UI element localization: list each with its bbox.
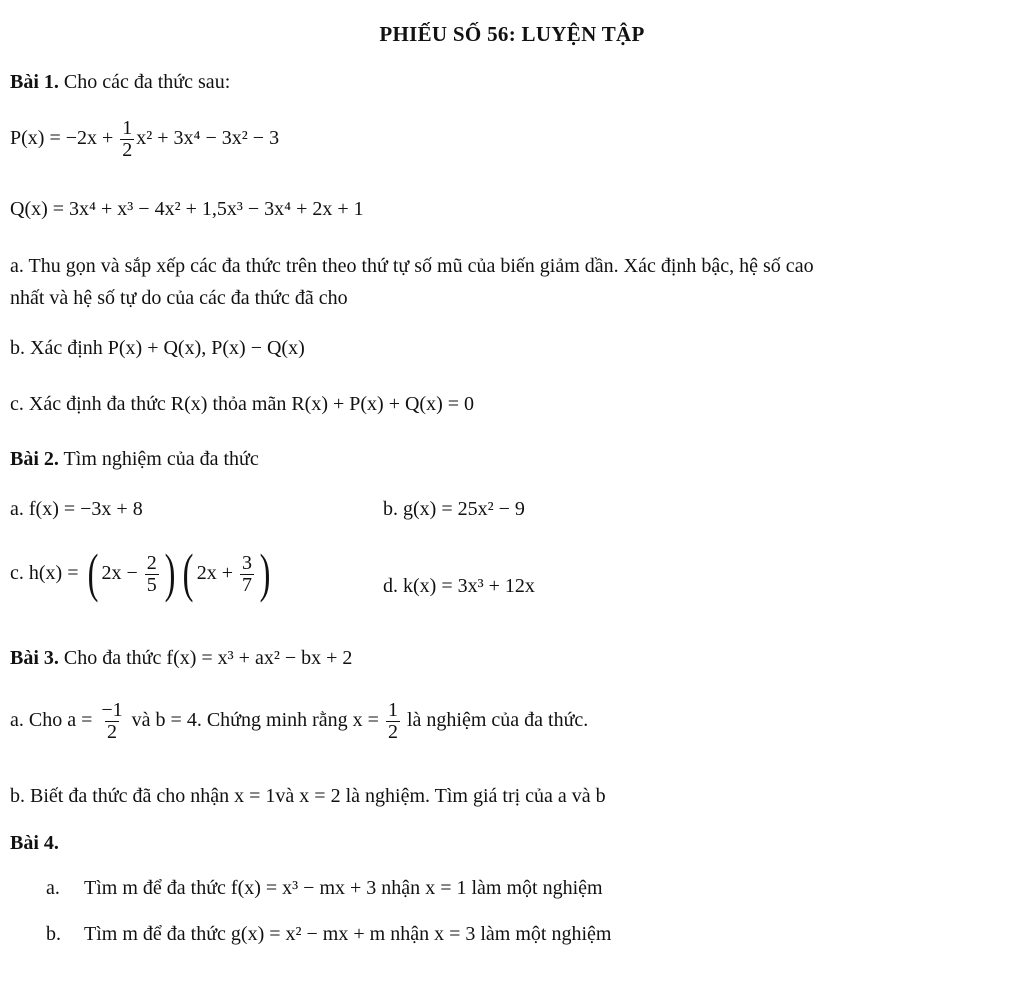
bai3-part-b-math2: x = 2	[299, 785, 341, 807]
fraction-denominator: 2	[387, 721, 398, 743]
bai4-part-b-math2: x = 3	[434, 923, 476, 945]
bai4-part-a-label: a.	[46, 877, 60, 899]
fraction-numerator: 1	[122, 117, 133, 139]
fraction-numerator: 1	[387, 699, 398, 721]
bai2-part-c-fraction2	[240, 553, 254, 596]
bai1-part-c-math1: R(x)	[170, 393, 208, 415]
bai3-heading	[10, 646, 352, 670]
bai3-part-b-text3: là nghiệm. Tìm giá trị của a và b	[340, 785, 606, 807]
polynomial-P-fraction	[120, 118, 134, 161]
bai2-heading	[10, 447, 259, 471]
bai3-part-a-fraction2	[386, 700, 400, 743]
bai3-intro: Cho đa thức	[58, 647, 167, 669]
polynomial-P-rest: x² + 3x⁴ − 3x² − 3	[136, 127, 280, 150]
bai2-part-b-math: g(x) = 25x² − 9	[403, 498, 525, 520]
bai2-part-c: c. h(x) = ( 2x − $\frac{2}{5}$ ) ( 2x + $\frac{3}{7}$ )	[10, 543, 271, 604]
bai4-part-a-math2: x = 1	[425, 877, 467, 899]
bai3-part-b-text1: b. Biết đa thức đã cho nhận	[10, 785, 235, 807]
bai4-part-a-math: f(x) = x³ − mx + 3	[230, 877, 377, 899]
bai3-part-a-text2: và	[126, 709, 156, 732]
bai1-part-a-line2: nhất và hệ số tự do của các đa thức đã cho	[10, 287, 348, 309]
fraction-denominator: 7	[242, 574, 253, 596]
bai3-part-a-math1: a =	[67, 709, 98, 732]
bai2-part-a-label: a.	[10, 498, 29, 520]
fraction-numerator: −1	[101, 699, 123, 721]
bai4-part-b-math: g(x) = x² − mx + m	[230, 923, 386, 945]
bai3-part-a-fraction1	[99, 700, 124, 743]
bai3-label: Bài 3.	[10, 647, 59, 669]
polynomial-P	[10, 118, 279, 161]
bai3-part-a-text4: là nghiệm của đa thức.	[401, 709, 589, 732]
bai1-heading	[10, 70, 230, 94]
bai2-part-d-label: d.	[383, 575, 403, 597]
bai2-part-a-math: f(x) = −3x + 8	[28, 498, 143, 520]
bai3-part-b-math1: x = 1	[234, 785, 276, 807]
bai3-part-a-text1: a. Cho	[10, 709, 68, 732]
bai4-part-a-text1: Tìm m để đa thức	[84, 877, 231, 899]
bai1-part-a-line1: a. Thu gọn và sắp xếp các đa thức trên theo thứ tự số mũ của biến giảm dần. Xác định bậc, hệ số cao	[10, 255, 814, 277]
bai1-label: Bài 1.	[10, 71, 59, 93]
bai1-intro: Cho các đa thức sau:	[58, 71, 231, 93]
bai1-part-b-text: b. Xác định	[10, 337, 108, 359]
bai1-part-b	[10, 336, 305, 360]
fraction-numerator: 2	[146, 552, 157, 574]
bai4-part-a	[46, 876, 603, 900]
bai2-intro: Tìm nghiệm của đa thức	[58, 448, 259, 470]
page-title: PHIẾU SỐ 56: LUYỆN TẬP	[379, 22, 645, 46]
polynomial-Q: Q(x) = 3x⁴ + x³ − 4x² + 1,5x³ − 3x⁴ + 2x + 1	[10, 198, 364, 220]
bai3-part-a-math3: x =	[352, 709, 384, 732]
bai3-part-a-math2: b = 4	[155, 709, 197, 732]
fraction-numerator: 3	[242, 552, 253, 574]
bai1-part-c	[10, 392, 474, 416]
bai4-label: Bài 4.	[10, 832, 59, 854]
fraction-denominator: 2	[107, 721, 118, 743]
bai1-part-b-math: P(x) + Q(x), P(x) − Q(x)	[107, 337, 305, 359]
bai1-part-c-text1: c. Xác định đa thức	[10, 393, 171, 415]
bai1-part-c-math2: R(x) + P(x) + Q(x) = 0	[291, 393, 475, 415]
bai4-part-b-text3: làm một nghiệm	[475, 923, 612, 945]
bai4-part-a-text3: làm một nghiệm	[466, 877, 603, 899]
bai3-math: f(x) = x³ + ax² − bx + 2	[166, 647, 353, 669]
bai4-part-b	[46, 922, 611, 946]
bai3-part-b-text2: và	[275, 785, 300, 807]
bai4-part-b-text2: nhận	[385, 923, 435, 945]
fraction-denominator: 5	[146, 574, 157, 596]
bai2-part-d	[383, 574, 535, 598]
bai2-part-d-math: k(x) = 3x³ + 12x	[403, 575, 535, 597]
bai2-part-c-fraction1	[145, 553, 159, 596]
bai4-part-b-label: b.	[46, 923, 61, 945]
polynomial-P-start: P(x) = −2x +	[10, 127, 119, 150]
bai3-part-a-text3: . Chứng minh rằng	[196, 709, 353, 732]
bai4-part-a-text2: nhận	[376, 877, 426, 899]
bai3-part-b	[10, 784, 606, 808]
bai4-part-b-text1: Tìm m để đa thức	[84, 923, 231, 945]
bai2-part-c-math-start: h(x) =	[28, 562, 84, 585]
fraction-denominator: 2	[122, 139, 133, 161]
bai2-part-c-label: c.	[10, 562, 29, 585]
bai2-part-a	[10, 497, 143, 521]
bai2-label: Bài 2.	[10, 448, 59, 470]
bai3-part-a	[10, 700, 588, 743]
bai1-part-c-text2: thỏa mãn	[207, 393, 292, 415]
bai2-part-c-factor2: 2x +	[196, 562, 239, 585]
bai2-part-b	[383, 497, 525, 521]
bai2-part-c-factor1: 2x −	[101, 562, 143, 585]
bai2-part-b-label: b.	[383, 498, 403, 520]
